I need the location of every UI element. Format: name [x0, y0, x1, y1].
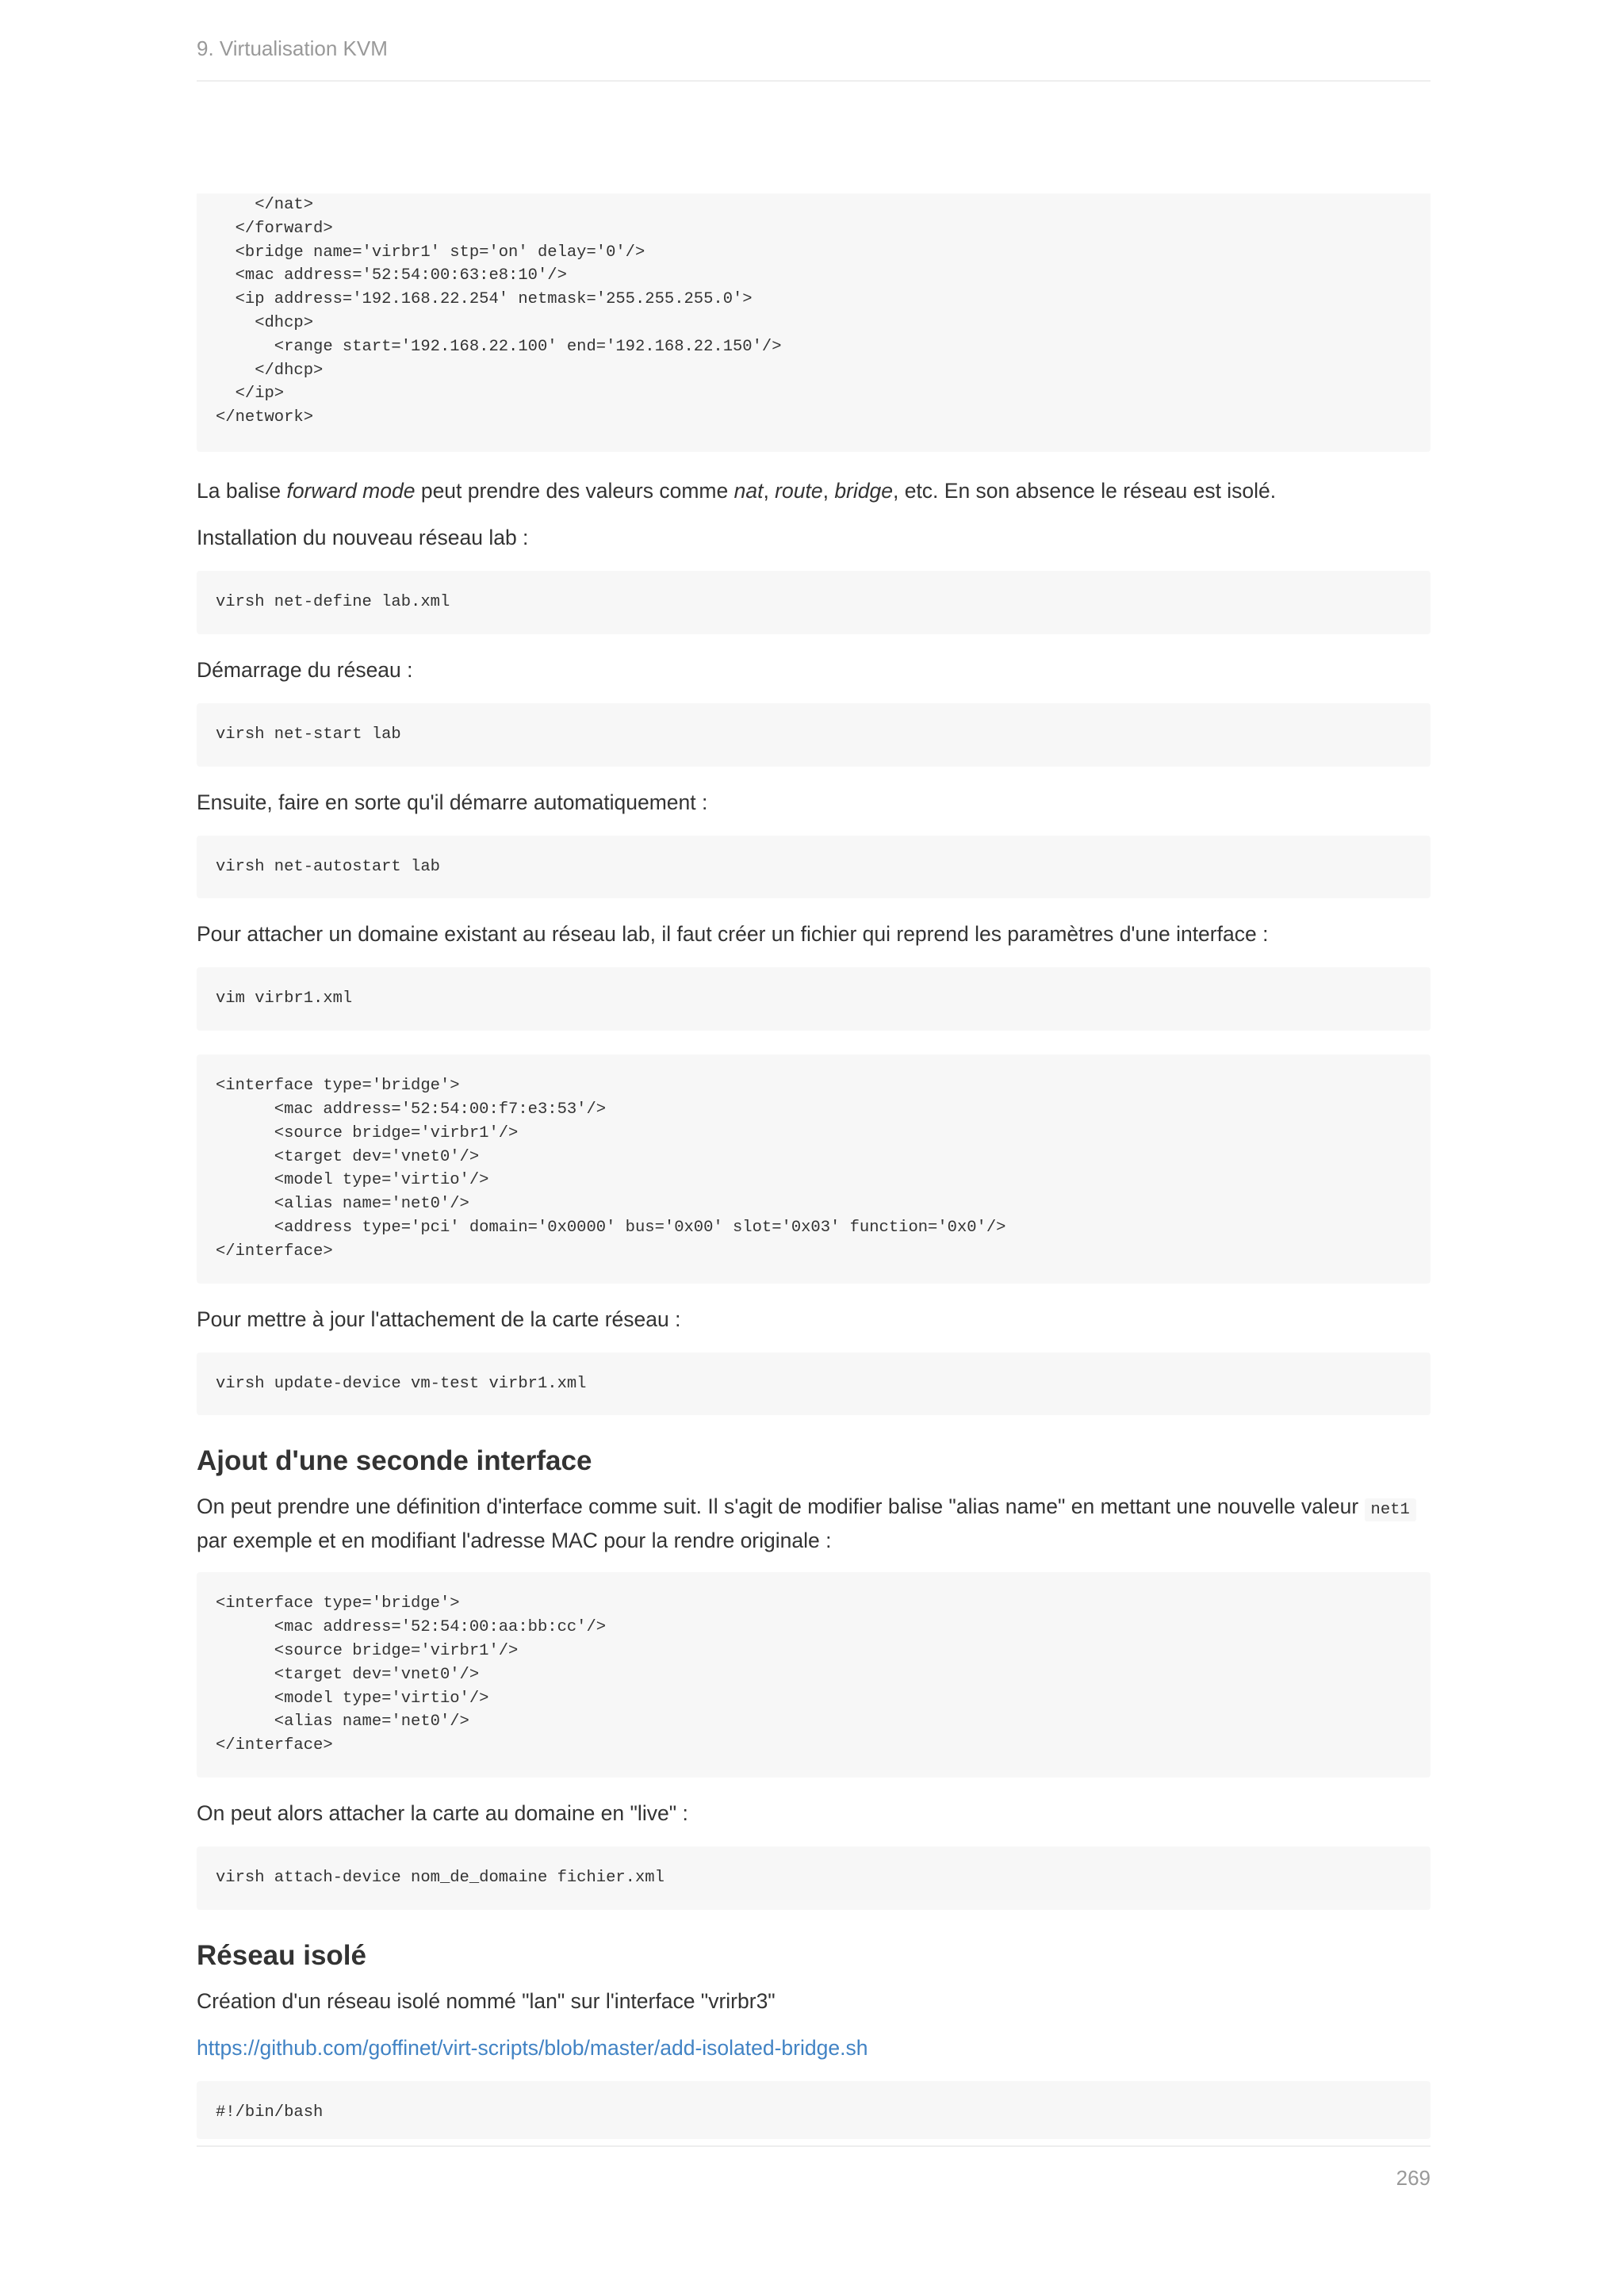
- link-isolated-bridge-script[interactable]: https://github.com/goffinet/virt-scripts/blob/master/add-isolated-bridge.sh: [197, 2035, 868, 2060]
- code-block-bash: #!/bin/bash: [197, 2081, 1431, 2139]
- page-content: [197, 193, 1431, 2139]
- text-run: , etc. En son absence le réseau est isolé.: [892, 478, 1277, 503]
- code-block-interface-1: <interface type='bridge'> <mac address='52:54:00:f7:e3:53'/> <source bridge='virbr1'/> <target dev='vnet0'/> <model type='virtio'/> <alias name='net0'/> <address type='pci' domain='0x0000' bus='0x00' slot='0x03' function='0x0'/> </interface>: [197, 1054, 1431, 1283]
- paragraph-install: Installation du nouveau réseau lab :: [197, 525, 529, 549]
- paragraph-isolated: Création d'un réseau isolé nommé "lan" sur l'interface "vrirbr3": [197, 1988, 776, 2013]
- inline-code-net1: net1: [1365, 1498, 1416, 1521]
- heading-isolated-network: Réseau isolé: [197, 1939, 366, 1971]
- paragraph-link: [197, 2033, 1431, 2064]
- code-block-network-xml: </nat> </forward> <bridge name='virbr1' stp='on' delay='0'/> <mac address='52:54:00:63:e8:10'/> <ip address='192.168.22.254' netmask='255.255.255.0'> <dhcp> <range start='192.168.22.100' end='192.168.22.150'/> </dhcp> </ip> </network>: [197, 193, 1431, 452]
- heading-second-interface: Ajout d'une seconde interface: [197, 1445, 592, 1477]
- text-run: La balise: [197, 478, 287, 503]
- emphasis-forward-mode: forward mode: [286, 478, 416, 503]
- code-block-net-define: virsh net-define lab.xml: [197, 571, 1431, 634]
- text-run: ,: [822, 478, 835, 503]
- footer-divider: [197, 2145, 1431, 2147]
- emphasis-bridge: bridge: [834, 478, 893, 503]
- code-block-net-start: virsh net-start lab: [197, 703, 1431, 767]
- running-header: 9. Virtualisation KVM: [197, 36, 388, 60]
- code-block-interface-2: <interface type='bridge'> <mac address='52:54:00:aa:bb:cc'/> <source bridge='virbr1'/> <target dev='vnet0'/> <model type='virtio'/> <alias name='net0'/> </interface>: [197, 1572, 1431, 1777]
- code-block-attach-device: virsh attach-device nom_de_domaine fichier.xml: [197, 1846, 1431, 1910]
- code-block-net-autostart: virsh net-autostart lab: [197, 836, 1431, 899]
- code-block-update-device: virsh update-device vm-test virbr1.xml: [197, 1353, 1431, 1416]
- paragraph-live: On peut alors attacher la carte au domaine en "live" :: [197, 1800, 688, 1825]
- paragraph-forward-mode: [197, 476, 1431, 507]
- text-run: ,: [763, 478, 776, 503]
- paragraph-attach-domain: Pour attacher un domaine existant au réseau lab, il faut créer un fichier qui reprend les paramètres d'une interface :: [197, 922, 1269, 947]
- paragraph-update: Pour mettre à jour l'attachement de la carte réseau :: [197, 1307, 681, 1331]
- paragraph-autostart: Ensuite, faire en sorte qu'il démarre automatiquement :: [197, 790, 708, 814]
- emphasis-route: route: [775, 478, 823, 503]
- text-run: peut prendre des valeurs comme: [415, 478, 734, 503]
- text-run: On peut prendre une définition d'interface comme suit. Il s'agit de modifier balise "alias name" en mettant une nouvelle valeur: [197, 1494, 1365, 1519]
- header-divider: [197, 80, 1431, 82]
- paragraph-start: Démarrage du réseau :: [197, 657, 413, 682]
- paragraph-second-interface: [197, 1491, 1431, 1556]
- code-block-vim: vim virbr1.xml: [197, 967, 1431, 1031]
- page-number: 269: [1396, 2166, 1431, 2190]
- text-run: par exemple et en modifiant l'adresse MAC pour la rendre originale :: [197, 1529, 832, 1553]
- emphasis-nat: nat: [733, 478, 764, 503]
